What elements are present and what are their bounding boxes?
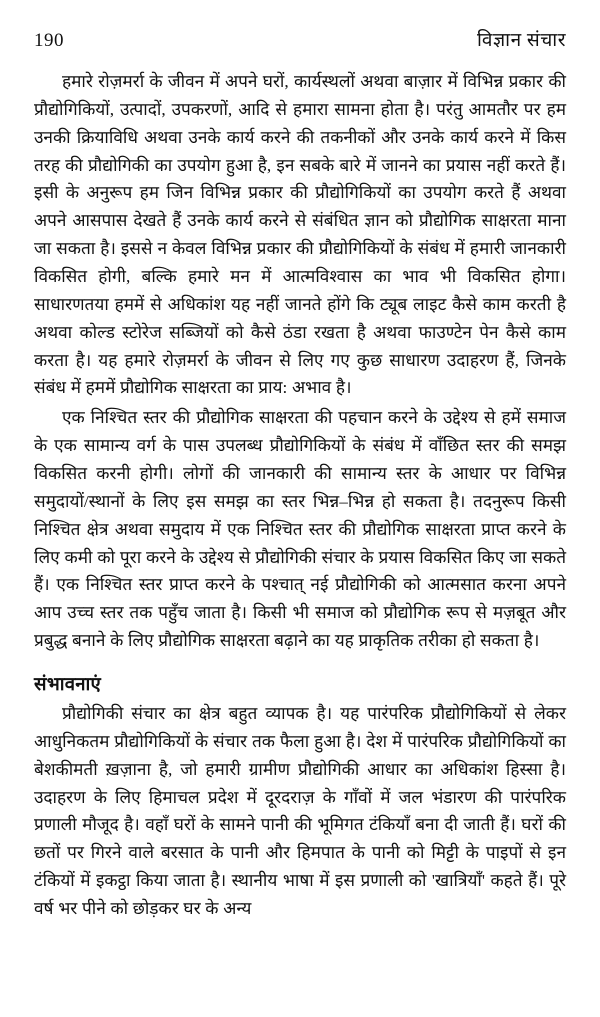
page-header	[34, 26, 566, 52]
section-heading-sambhavnaen: संभावनाएं	[34, 675, 101, 696]
paragraph-1: हमारे रोज़मर्रा के जीवन में अपने घरों, कार्यस्थलों अथवा बाज़ार में विभिन्न प्रकार की प्रौद्योगिकियों, उत्पादों, उपकरणों, आदि से हमारा सामना होता है। परंतु आमतौर पर हम उनकी क्रियाविधि अथवा उनके कार्य करने की तकनीकों और उनके कार्य करने में किस तरह की प्रौद्योगिकी का उपयोग हुआ है, इन सबके बारे में जानने का प्रयास नहीं करते हैं। इसी के अनुरूप हम जिन विभिन्न प्रकार की प्रौद्योगिकियों का उपयोग करते हैं अथवा अपने आसपास देखते हैं उनके कार्य करने से संबंधित ज्ञान को प्रौद्योगिक साक्षरता माना जा सकता है। इससे न केवल विभिन्न प्रकार की प्रौद्योगिकियों के संबंध में हमारी जानकारी विकसित होगी, बल्कि हमारे मन में आत्मविश्वास का भाव भी विकसित होगा। साधारणतया हममें से अधिकांश यह नहीं जानते होंगे कि ट्यूब लाइट कैसे काम करती है अथवा कोल्ड स्टोरेज सब्जियों को कैसे ठंडा रखता है अथवा फाउण्टेन पेन कैसे काम करता है। यह हमारे रोज़मर्रा के जीवन से लिए गए कुछ साधारण उदाहरण हैं, जिनके संबंध में हममें प्रौद्योगिक साक्षरता का प्राय: अभाव है।	[34, 72, 566, 398]
paragraph-2: एक निश्चित स्तर की प्रौद्योगिक साक्षरता की पहचान करने के उद्देश्य से हमें समाज के एक सामान्य वर्ग के पास उपलब्ध प्रौद्योगिकियों के संबंध में वाँछित स्तर की समझ विकसित करनी होगी। लोगों की जानकारी की सामान्य स्तर के आधार पर विभिन्न समुदायों/स्थानों के लिए इस समझ का स्तर भिन्न–भिन्न हो सकता है। तदनुरूप किसी निश्चित क्षेत्र अथवा समुदाय में एक निश्चित स्तर की प्रौद्योगिक साक्षरता प्राप्त करने के लिए कमी को पूरा करने के उद्देश्य से प्रौद्योगिकी संचार के प्रयास विकसित किए जा सकते हैं। एक निश्चित स्तर प्राप्त करने के पश्चात् नई प्रौद्योगिकी को आत्मसात करना अपने आप उच्च स्तर तक पहुँच जाता है। किसी भी समाज को प्रौद्योगिक रूप से मज़बूत और प्रबुद्ध बनाने के लिए प्रौद्योगिक साक्षरता बढ़ाने का यह प्राकृतिक तरीका हो सकता है।	[34, 408, 566, 651]
running-head: विज्ञान संचार	[477, 30, 566, 51]
page-body	[34, 68, 566, 923]
page-number: 190	[34, 30, 64, 51]
paragraph-3: प्रौद्योगिकी संचार का क्षेत्र बहुत व्यापक है। यह पारंपरिक प्रौद्योगिकियों से लेकर आधुनिकतम प्रौद्योगिकियों के संचार तक फैला हुआ है। देश में पारंपरिक प्रौद्योगिकियों का बेशकीमती ख़ज़ाना है, जो हमारी ग्रामीण प्रौद्योगिकी आधार का अधिकांश हिस्सा है। उदाहरण के लिए हिमाचल प्रदेश में दूरदराज़ के गाँवों में जल भंडारण की पारंपरिक प्रणाली मौजूद है। वहाँ घरों के सामने पानी की भूमिगत टंकियाँ बना दी जाती हैं। घरों की छतों पर गिरने वाले बरसात के पानी और हिमपात के पानी को मिट्टी के पाइपों से इन टंकियों में इकट्ठा किया जाता है। स्थानीय भाषा में इस प्रणाली को 'खात्रियाँ' कहते हैं। पूरे वर्ष भर पीने को छोड़कर घर के अन्य	[34, 704, 566, 919]
